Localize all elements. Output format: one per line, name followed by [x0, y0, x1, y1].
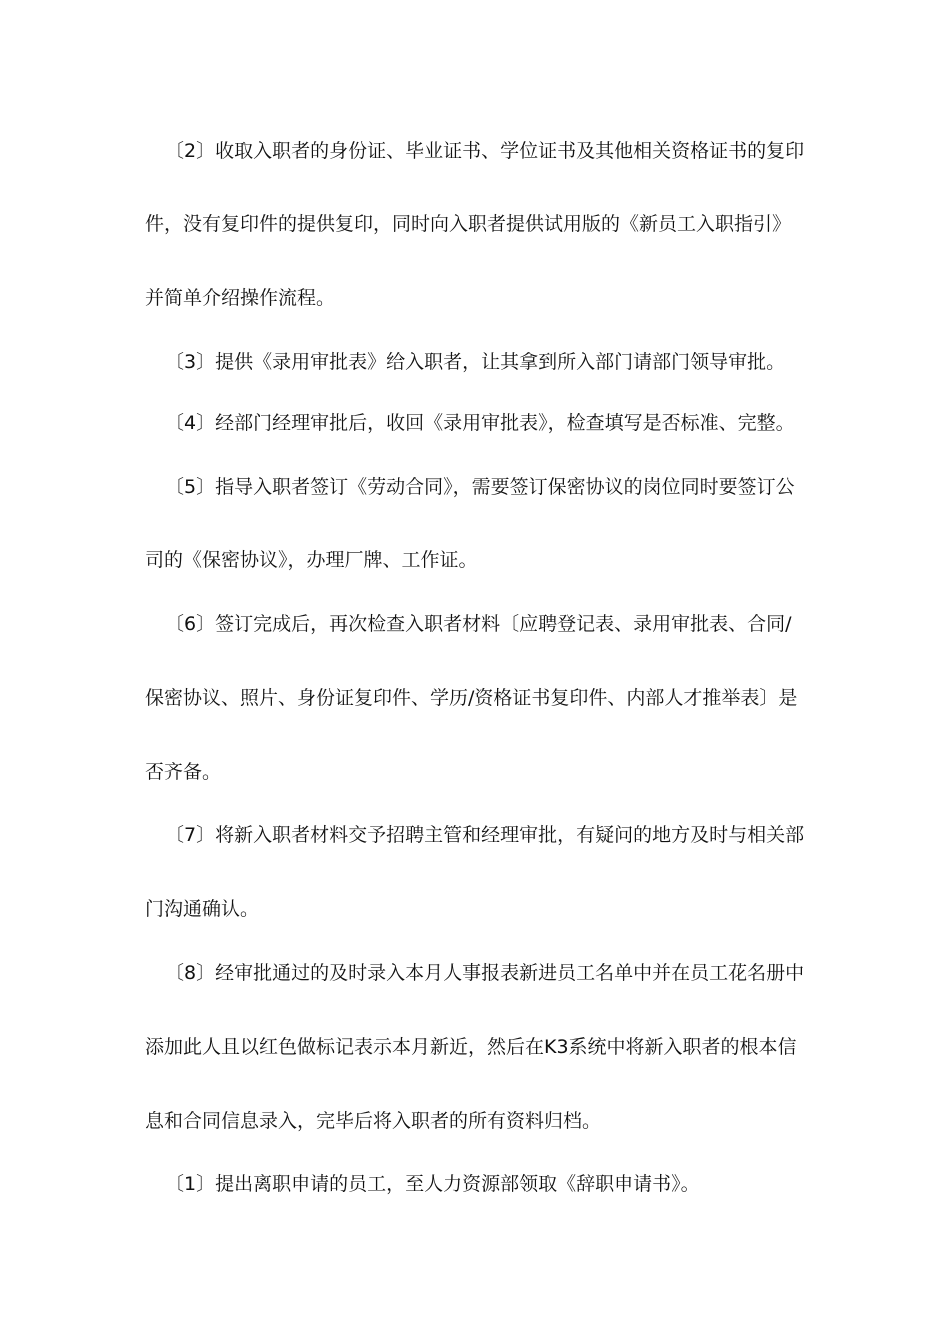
paragraph-2-line-3: 并简单介绍操作流程。	[145, 287, 336, 309]
paragraph-4-line-1: 〔4〕经部门经理审批后，收回《录用审批表》，检查填写是否标准、完整。	[165, 412, 795, 434]
paragraph-8-line-1: 〔8〕经审批通过的及时录入本月人事报表新进员工名单中并在员工花名册中	[165, 962, 805, 984]
paragraph-7-line-1: 〔7〕将新入职者材料交予招聘主管和经理审批，有疑问的地方及时与相关部	[165, 824, 805, 846]
paragraph-6-line-2: 保密协议、照片、身份证复印件、学历/资格证书复印件、内部人才推举表〕是	[145, 687, 798, 709]
paragraph-3-line-1: 〔3〕提供《录用审批表》给入职者，让其拿到所入部门请部门领导审批。	[165, 351, 786, 373]
paragraph-8-line-3: 息和合同信息录入，完毕后将入职者的所有资料归档。	[145, 1110, 602, 1132]
paragraph-7-line-2: 门沟通确认。	[145, 898, 260, 920]
paragraph-8-line-2: 添加此人且以红色做标记表示本月新近，然后在K3系统中将新入职者的根本信	[145, 1036, 797, 1058]
paragraph-5-line-1: 〔5〕指导入职者签订《劳动合同》，需要签订保密协议的岗位同时要签订公	[165, 476, 795, 498]
paragraph-2-line-1: 〔2〕收取入职者的身份证、毕业证书、学位证书及其他相关资格证书的复印	[165, 140, 805, 162]
paragraph-6-line-3: 否齐备。	[145, 761, 222, 783]
paragraph-6-line-1: 〔6〕签订完成后，再次检查入职者材料〔应聘登记表、录用审批表、合同/	[165, 613, 792, 635]
paragraph-1-resignation-line-1: 〔1〕提出离职申请的员工，至人力资源部领取《辞职申请书》。	[165, 1173, 700, 1195]
paragraph-2-line-2: 件，没有复印件的提供复印，同时向入职者提供试用版的《新员工入职指引》	[145, 213, 792, 235]
paragraph-5-line-2: 司的《保密协议》，办理厂牌、工作证。	[145, 549, 478, 571]
